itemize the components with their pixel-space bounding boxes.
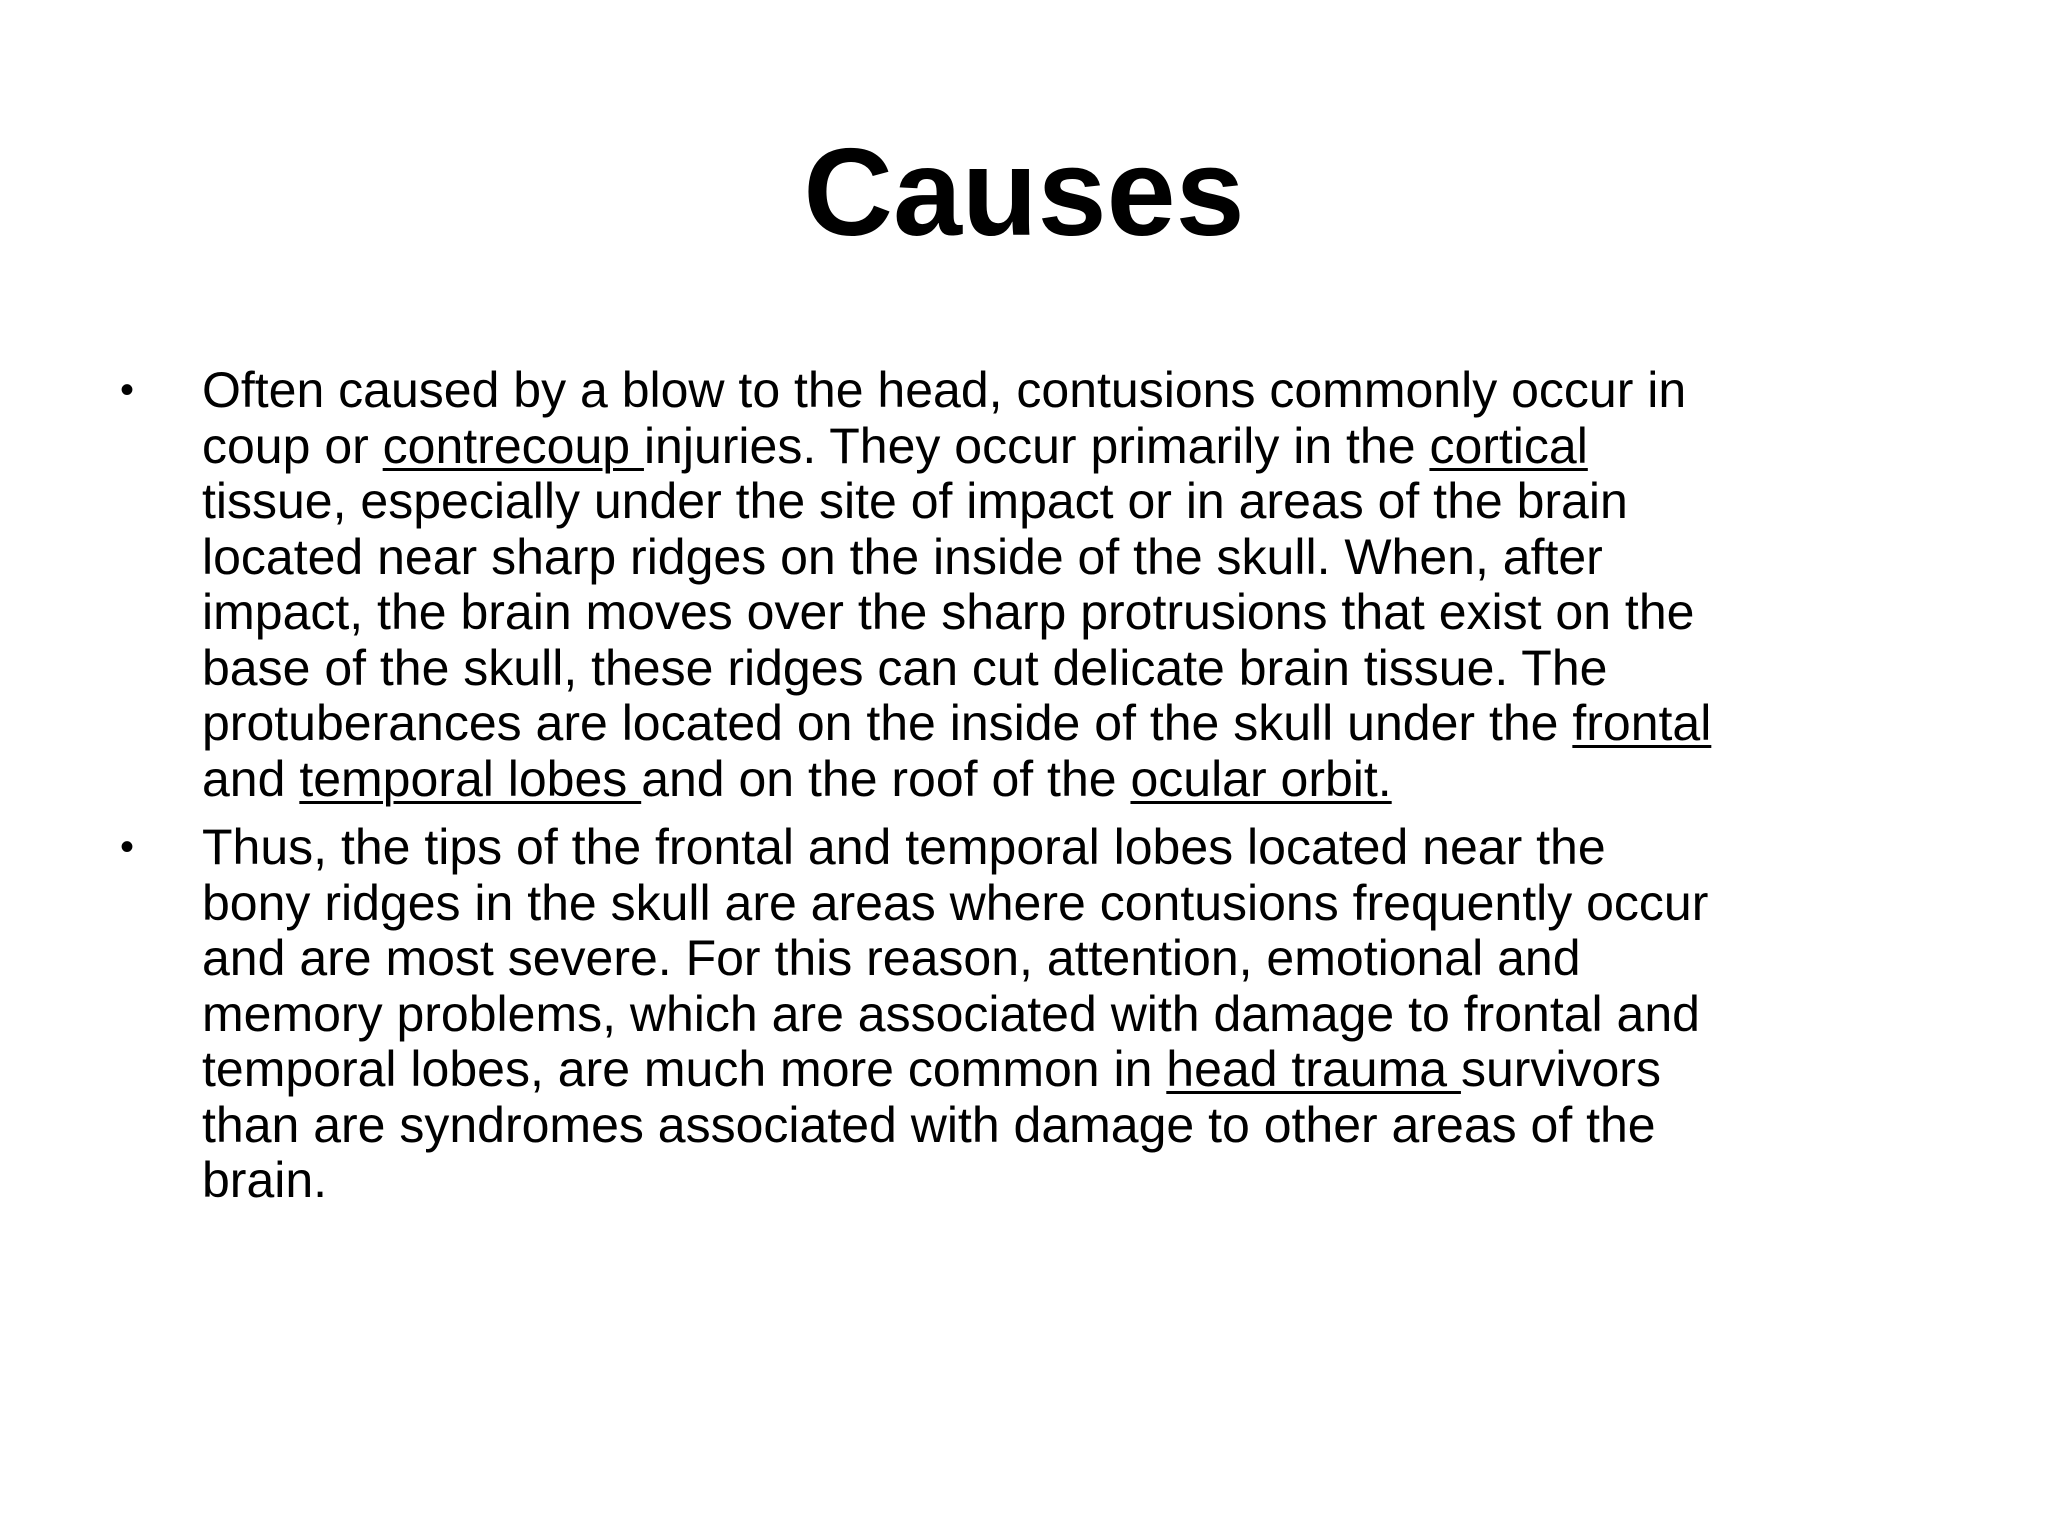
link-frontal[interactable]: frontal [1572,695,1712,751]
link-ocular-orbit[interactable]: ocular orbit. [1130,750,1392,807]
text-line [202,987,2000,1043]
text-line [202,752,2000,808]
text-span: than are syndromes associated with damage to other areas of the [202,1096,1656,1153]
text-line [202,931,2000,987]
bullet-item-causes [120,363,2000,807]
text-line [202,530,2000,586]
text-span: injuries. They occur primarily in the [643,417,1430,474]
link-cortical[interactable]: cortical [1429,417,1588,474]
text-line [202,363,2000,419]
text-span: bony ridges in the skull are areas where contusions frequently occur [202,874,1709,931]
text-span: temporal lobes, are much more common in [202,1041,1167,1097]
text-line [202,474,2000,530]
text-line [202,1098,2000,1154]
text-span: brain. [202,1152,328,1208]
text-span: Thus, the tips of the frontal and temporal lobes located near the [202,819,1606,875]
text-line [202,419,2000,475]
text-span: memory problems, which are associated with damage to frontal and [202,985,1700,1042]
bullet-icon: • [120,825,135,869]
text-line [202,585,2000,641]
text-span: and on the roof of the [641,750,1131,807]
text-line [202,1153,2000,1209]
text-span: protuberances are located on the inside of the skull under the [202,695,1573,751]
text-span: Often caused by a blow to the head, contusions commonly occur in [202,362,1687,418]
text-span: and are most severe. For this reason, attention, emotional and [202,930,1581,986]
text-span: located near sharp ridges on the inside of the skull. When, after [202,528,1603,585]
text-span: coup or [202,417,383,474]
bullet-icon: • [120,368,135,412]
slide-title: Causes [803,124,1245,262]
text-span: base of the skull, these ridges can cut delicate brain tissue. The [202,639,1608,696]
link-temporal-lobes[interactable]: temporal lobes [299,750,642,807]
link-head-trauma[interactable]: head trauma [1166,1041,1461,1097]
text-line [202,820,2000,876]
link-contrecoup[interactable]: contrecoup [382,417,644,474]
bullet-list [120,363,2000,1222]
text-line [202,641,2000,697]
text-line [202,696,2000,752]
text-span: and [202,750,300,807]
text-line [202,876,2000,932]
text-line [202,1042,2000,1098]
text-span: survivors [1460,1041,1661,1097]
bullet-item-consequences [120,820,2000,1209]
text-span: tissue, especially under the site of impact or in areas of the brain [202,473,1628,529]
text-span: impact, the brain moves over the sharp protrusions that exist on the [202,584,1695,640]
